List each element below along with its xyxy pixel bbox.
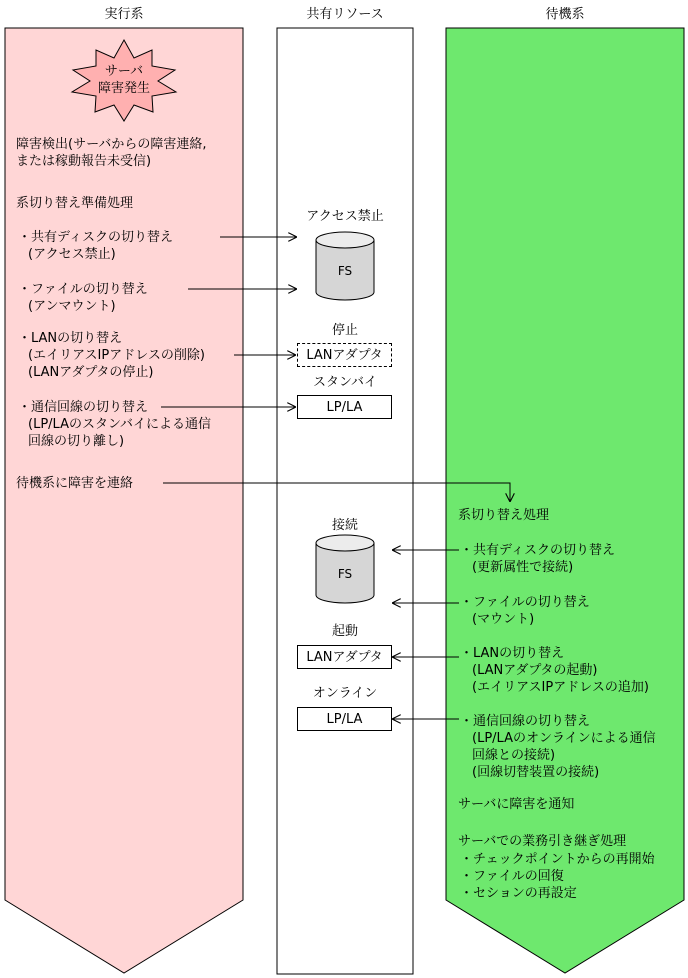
standby-lan-1: ・LANの切り替え <box>460 646 565 661</box>
failure-burst-label <box>84 63 164 97</box>
active-lan-3: (LANアダプタの停止) <box>28 365 154 380</box>
standby-takeover-2: ・ファイルの回復 <box>460 869 564 884</box>
shared-access-denied: アクセス禁止 <box>306 209 384 224</box>
active-comm-1: ・通信回線の切り替え <box>18 400 149 415</box>
standby-disk-1: ・共有ディスクの切り替え <box>460 543 615 558</box>
standby-comm-4: (回線切替装置の接続) <box>472 765 600 780</box>
standby-disk-2: (更新属性で接続) <box>472 560 574 575</box>
lan-adapter-started: LANアダプタ <box>297 645 392 669</box>
standby-comm-1: ・通信回線の切り替え <box>460 714 591 729</box>
header-active: 実行系 <box>104 7 144 22</box>
burst-line-1: サーバ <box>104 64 144 79</box>
active-file-2: (アンマウント) <box>28 299 116 314</box>
shared-start: 起動 <box>331 624 358 639</box>
lpla-standby: LP/LA <box>297 395 392 419</box>
standby-lan-2: (LANアダプタの起動) <box>472 663 598 678</box>
lan-adapter-stopped: LANアダプタ <box>297 343 392 367</box>
standby-takeover-3: ・セションの再設定 <box>460 886 577 901</box>
fs-label-1: FS <box>337 264 353 278</box>
active-detect-1: 障害検出(サーバからの障害連絡, <box>16 137 207 152</box>
burst-line-2: 障害発生 <box>97 81 150 96</box>
active-prep: 系切り替え準備処理 <box>16 196 134 211</box>
standby-lan-3: (エイリアスIPアドレスの追加) <box>472 680 649 695</box>
standby-takeover: サーバでの業務引き継ぎ処理 <box>458 834 627 849</box>
standby-file-2: (マウント) <box>472 612 535 627</box>
active-detect-2: または稼動報告未受信) <box>16 154 152 169</box>
active-disk-1: ・共有ディスクの切り替え <box>18 230 173 245</box>
active-lan-1: ・LANの切り替え <box>18 331 123 346</box>
standby-comm-3: 回線との接続) <box>472 748 556 763</box>
standby-column-shape <box>446 28 684 973</box>
lpla-online: LP/LA <box>297 707 392 731</box>
active-comm-3: 回線の切り離し) <box>28 434 125 449</box>
standby-file-1: ・ファイルの切り替え <box>460 595 590 610</box>
shared-online: オンライン <box>312 686 378 701</box>
active-comm-2: (LP/LAのスタンバイによる通信 <box>28 417 212 432</box>
fs-label-2: FS <box>337 567 353 581</box>
shared-stop: 停止 <box>331 323 358 338</box>
standby-switch: 系切り替え処理 <box>458 508 550 523</box>
shared-connect: 接続 <box>331 518 358 533</box>
active-notify: 待機系に障害を連絡 <box>16 476 134 491</box>
standby-takeover-1: ・チェックポイントからの再開始 <box>460 852 655 867</box>
active-file-1: ・ファイルの切り替え <box>18 282 148 297</box>
standby-comm-2: (LP/LAのオンラインによる通信 <box>472 731 656 746</box>
header-standby: 待機系 <box>545 7 585 22</box>
shared-standby: スタンバイ <box>312 375 378 390</box>
active-lan-2: (エイリアスIPアドレスの削除) <box>28 348 205 363</box>
active-disk-2: (アクセス禁止) <box>28 247 116 262</box>
shared-column-shape <box>277 28 413 974</box>
header-shared: 共有リソース <box>306 7 384 22</box>
standby-notify-server: サーバに障害を通知 <box>458 797 575 812</box>
